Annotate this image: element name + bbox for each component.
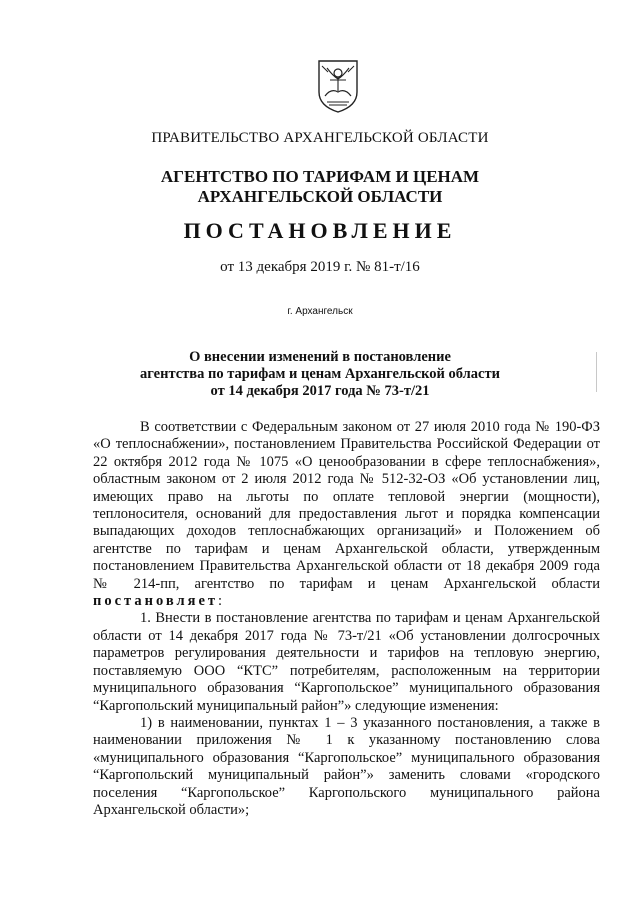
document-type: ПОСТАНОВЛЕНИЕ: [183, 218, 457, 243]
resolution-keyword: постановляет: [93, 593, 219, 610]
agency-name-line: АРХАНГЕЛЬСКОЙ ОБЛАСТИ: [197, 187, 443, 206]
title-line: О внесении изменений в постановление: [189, 349, 451, 365]
document-body: [93, 419, 600, 819]
document-title: [0, 349, 640, 400]
subclause-1-paragraph: 1) в наименовании, пунктах 1 – 3 указанного постановления, а также в наименовании приложения № 1 к указанному постановлению слова «муниципального образования “Каргопольское” муниципального образования “Каргопольский муниципальный район”» заменить словами «городского поселения “Каргопольское” Каргопольского муниципального района Архангельской области»;: [93, 714, 600, 818]
clause-1-paragraph: 1. Внести в постановление агентства по тарифам и ценам Архангельской области от 14 декабря 2017 года № 73-т/21 «Об установлении долгосрочных параметров регулирования деятельности и тарифов на тепловую энергию, поставляемую ООО “КТС” потребителям, расположенным на территории муниципального образования “Каргопольское” муниципального образования “Каргопольский муниципальный район”» следующие изменения:: [93, 610, 600, 714]
title-line: агентства по тарифам и ценам Архангельской области: [140, 366, 500, 382]
government-name: ПРАВИТЕЛЬСТВО АРХАНГЕЛЬСКОЙ ОБЛАСТИ: [151, 130, 489, 146]
arkhangelsk-coat-of-arms-icon: [313, 58, 363, 114]
preamble-text: В соответствии с Федеральным законом от 27 июля 2010 года № 190-ФЗ «О теплоснабжении», постановлением Правительства Российской Федерации от 22 октября 2012 года № 1075 «О ценообразовании в сфере теплоснабжения», областным законом от 2 июля 2012 года № 512-32-ОЗ «Об установлении лиц, имеющих право на льготы по оплате тепловой энергии (мощности), теплоносителя, оснований для предоставления льгот и порядка компенсации выпадающих доходов теплоснабжающих организаций» и Положением об агентстве по тарифам и ценам Архангельской области, утвержденным постановлением Правительства Архангельской области от 18 декабря 2009 года № 214-пп, агентство по тарифам и ценам Архангельской области: [93, 419, 600, 592]
preamble-paragraph: В соответствии с Федеральным законом от 27 июля 2010 года № 190-ФЗ «О теплоснабжении», постановлением Правительства Российской Федерации от 22 октября 2012 года № 1075 «О ценообразовании в сфере теплоснабжения», областным законом от 2 июля 2012 года № 512-32-ОЗ «Об установлении лиц, имеющих право на льготы по оплате тепловой энергии (мощности), теплоносителя, оснований для предоставления льгот и порядка компенсации выпадающих доходов теплоснабжающих организаций» и Положением об агентстве по тарифам и ценам Архангельской области, утвержденным постановлением Правительства Архангельской области от 18 декабря 2009 года № 214-пп, агентство по тарифам и ценам Архангельской области постановляет:: [93, 419, 600, 610]
agency-name: [0, 167, 640, 207]
agency-name-line: АГЕНТСТВО ПО ТАРИФАМ И ЦЕНАМ: [160, 167, 480, 186]
document-city: г. Архангельск: [287, 306, 353, 317]
document-date-number: от 13 декабря 2019 г. № 81-т/16: [220, 259, 420, 275]
title-line: от 14 декабря 2017 года № 73-т/21: [210, 383, 430, 399]
